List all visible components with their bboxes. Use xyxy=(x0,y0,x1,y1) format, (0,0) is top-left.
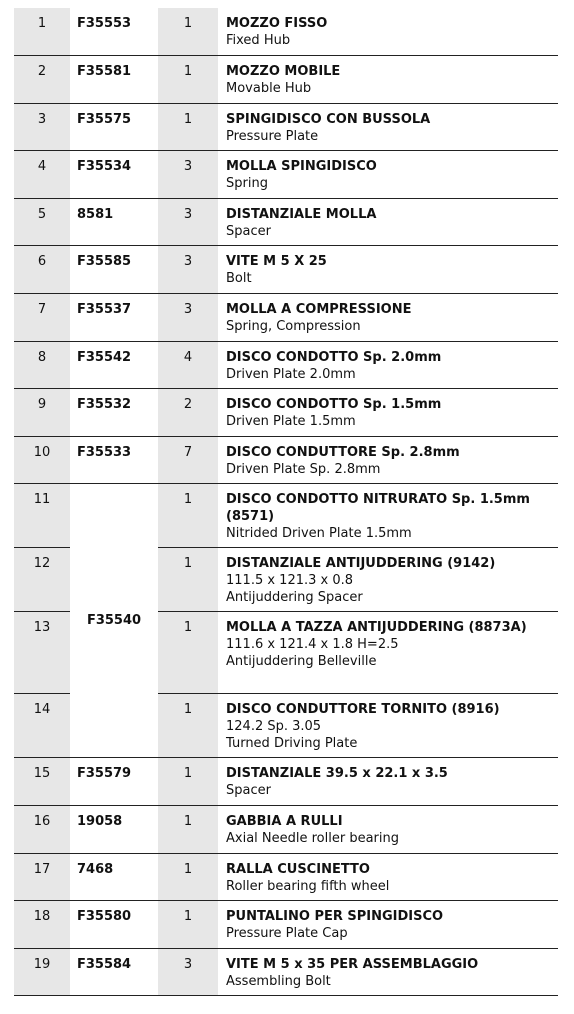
table-row xyxy=(14,806,558,854)
part-code: F35542 xyxy=(70,341,158,389)
description-italian: VITE M 5 X 25 xyxy=(226,254,327,270)
description-english: Pressure Plate Cap xyxy=(226,926,348,942)
item-number: 12 xyxy=(14,548,70,612)
description-dimensions: 111.6 x 121.4 x 1.8 H=2.5 xyxy=(226,637,399,653)
quantity: 1 xyxy=(158,758,218,806)
part-code: F35553 xyxy=(70,8,158,56)
description xyxy=(218,56,558,104)
description-english: Spacer xyxy=(226,783,271,799)
item-number: 13 xyxy=(14,612,70,694)
description-english: Roller bearing fifth wheel xyxy=(226,878,390,894)
item-number: 3 xyxy=(14,103,70,151)
item-number: 14 xyxy=(14,694,70,758)
table-row xyxy=(14,294,558,342)
table-row xyxy=(14,484,558,548)
item-number: 7 xyxy=(14,294,70,342)
table-row xyxy=(14,901,558,949)
quantity: 1 xyxy=(158,8,218,56)
part-code: F35533 xyxy=(70,436,158,484)
table-row xyxy=(14,389,558,437)
parts-list xyxy=(14,8,558,996)
description-english: Spring, Compression xyxy=(226,319,361,335)
description xyxy=(218,901,558,949)
description-italian: RALLA CUSCINETTO xyxy=(226,861,370,877)
part-code: 8581 xyxy=(70,198,158,246)
quantity: 3 xyxy=(158,948,218,996)
description xyxy=(218,294,558,342)
description-dimensions: 124.2 Sp. 3.05 xyxy=(226,719,322,735)
part-code: F35534 xyxy=(70,151,158,199)
description xyxy=(218,948,558,996)
description-english: Bolt xyxy=(226,271,252,287)
table-row xyxy=(14,151,558,199)
quantity: 3 xyxy=(158,246,218,294)
item-number: 19 xyxy=(14,948,70,996)
quantity: 1 xyxy=(158,694,218,758)
description xyxy=(218,484,558,548)
description-english: Spacer xyxy=(226,223,271,239)
description-english: Antijuddering Spacer xyxy=(226,590,363,606)
part-code: F35585 xyxy=(70,246,158,294)
description-italian: DISCO CONDOTTO NITRURATO Sp. 1.5mm (8571) xyxy=(226,492,530,525)
description-italian: DISTANZIALE ANTIJUDDERING (9142) xyxy=(226,556,496,572)
description xyxy=(218,103,558,151)
description xyxy=(218,8,558,56)
quantity: 2 xyxy=(158,389,218,437)
description-italian: VITE M 5 x 35 PER ASSEMBLAGGIO xyxy=(226,956,479,972)
item-number: 8 xyxy=(14,341,70,389)
description xyxy=(218,806,558,854)
item-number: 5 xyxy=(14,198,70,246)
description-italian: MOZZO MOBILE xyxy=(226,64,341,80)
description-dimensions: 111.5 x 121.3 x 0.8 xyxy=(226,573,354,589)
quantity: 4 xyxy=(158,341,218,389)
item-number: 15 xyxy=(14,758,70,806)
description xyxy=(218,436,558,484)
description xyxy=(218,612,558,694)
table-row xyxy=(14,198,558,246)
item-number: 16 xyxy=(14,806,70,854)
description-italian: MOLLA A TAZZA ANTIJUDDERING (8873A) xyxy=(226,620,527,636)
quantity: 1 xyxy=(158,612,218,694)
table-row xyxy=(14,436,558,484)
description-english: Assembling Bolt xyxy=(226,973,331,989)
quantity: 1 xyxy=(158,56,218,104)
part-code: 19058 xyxy=(70,806,158,854)
description-italian: PUNTALINO PER SPINGIDISCO xyxy=(226,909,444,925)
description xyxy=(218,548,558,612)
quantity: 7 xyxy=(158,436,218,484)
description-italian: DISCO CONDOTTO Sp. 2.0mm xyxy=(226,349,442,365)
part-code: F35584 xyxy=(70,948,158,996)
quantity: 1 xyxy=(158,548,218,612)
description-english: Spring xyxy=(226,176,268,192)
parts-table-body xyxy=(14,8,558,996)
part-code: F35532 xyxy=(70,389,158,437)
description-english: Turned Driving Plate xyxy=(226,736,358,752)
description-english: Axial Needle roller bearing xyxy=(226,831,399,847)
quantity: 1 xyxy=(158,853,218,901)
description-italian: DISTANZIALE MOLLA xyxy=(226,206,377,222)
table-row xyxy=(14,758,558,806)
item-number: 17 xyxy=(14,853,70,901)
quantity: 3 xyxy=(158,294,218,342)
part-code: F35580 xyxy=(70,901,158,949)
item-number: 1 xyxy=(14,8,70,56)
description-italian: DISCO CONDOTTO Sp. 1.5mm xyxy=(226,397,442,413)
parts-table xyxy=(14,8,558,996)
part-code: F35579 xyxy=(70,758,158,806)
description-english: Antijuddering Belleville xyxy=(226,654,377,670)
table-row xyxy=(14,56,558,104)
description xyxy=(218,853,558,901)
part-code: F35537 xyxy=(70,294,158,342)
quantity: 3 xyxy=(158,198,218,246)
description-italian: DISCO CONDUTTORE Sp. 2.8mm xyxy=(226,444,460,460)
description-english: Nitrided Driven Plate 1.5mm xyxy=(226,526,412,542)
description xyxy=(218,198,558,246)
item-number: 2 xyxy=(14,56,70,104)
description-italian: MOZZO FISSO xyxy=(226,16,328,31)
description-english: Pressure Plate xyxy=(226,128,319,144)
description-english: Driven Plate 2.0mm xyxy=(226,366,356,382)
item-number: 11 xyxy=(14,484,70,548)
table-row xyxy=(14,853,558,901)
description-italian: SPINGIDISCO CON BUSSOLA xyxy=(226,111,431,127)
table-row xyxy=(14,341,558,389)
description-english: Movable Hub xyxy=(226,81,312,97)
part-code: F35581 xyxy=(70,56,158,104)
part-code: F35575 xyxy=(70,103,158,151)
description xyxy=(218,694,558,758)
description-italian: DISCO CONDUTTORE TORNITO (8916) xyxy=(226,702,500,718)
quantity: 1 xyxy=(158,901,218,949)
description-english: Driven Plate 1.5mm xyxy=(226,414,356,430)
item-number: 4 xyxy=(14,151,70,199)
description-italian: GABBIA A RULLI xyxy=(226,814,343,830)
item-number: 18 xyxy=(14,901,70,949)
part-code: F35540 xyxy=(70,484,158,758)
table-row xyxy=(14,948,558,996)
description xyxy=(218,341,558,389)
quantity: 1 xyxy=(158,484,218,548)
table-row xyxy=(14,246,558,294)
description xyxy=(218,151,558,199)
description-italian: MOLLA A COMPRESSIONE xyxy=(226,302,412,318)
description-english: Fixed Hub xyxy=(226,33,291,48)
item-number: 6 xyxy=(14,246,70,294)
quantity: 1 xyxy=(158,806,218,854)
description xyxy=(218,758,558,806)
table-row xyxy=(14,103,558,151)
table-row xyxy=(14,8,558,56)
description-italian: MOLLA SPINGIDISCO xyxy=(226,159,377,175)
quantity: 3 xyxy=(158,151,218,199)
description-italian: DISTANZIALE 39.5 x 22.1 x 3.5 xyxy=(226,766,448,782)
quantity: 1 xyxy=(158,103,218,151)
item-number: 10 xyxy=(14,436,70,484)
item-number: 9 xyxy=(14,389,70,437)
part-code: 7468 xyxy=(70,853,158,901)
description xyxy=(218,389,558,437)
description xyxy=(218,246,558,294)
description-english: Driven Plate Sp. 2.8mm xyxy=(226,461,381,477)
